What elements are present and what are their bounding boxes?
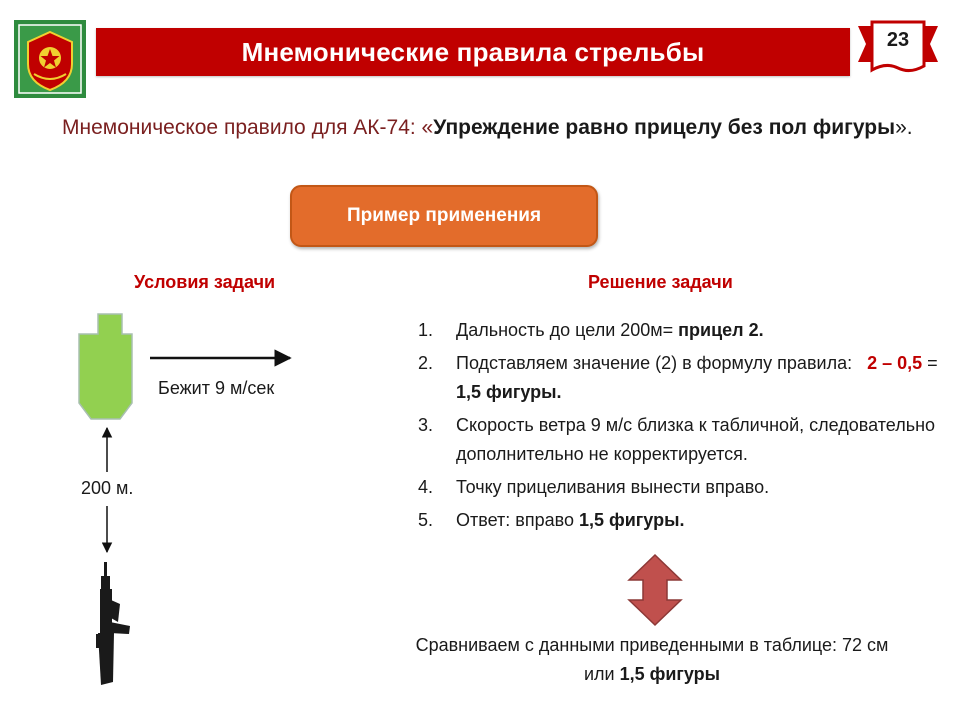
solution-steps <box>418 316 943 539</box>
step-bold: прицел 2. <box>678 320 764 340</box>
page-title: Мнемонические правила стрельбы <box>241 36 705 67</box>
step-number: 2. <box>418 353 434 373</box>
conditions-heading: Условия задачи <box>134 272 276 292</box>
example-button[interactable] <box>290 185 598 247</box>
step-number: 3. <box>418 415 434 435</box>
list-item <box>418 506 938 535</box>
distance-label: 200 м. <box>81 478 134 498</box>
solution-heading: Решение задачи <box>588 272 733 292</box>
comparison-body: Сравниваем с данными приведенными в таблице: 72 см или <box>415 635 889 684</box>
step-text: Скорость ветра 9 м/с близка к табличной, следовательно дополнительно не корректируется. <box>456 415 936 464</box>
step-bold: 1,5 фигуры. <box>456 382 562 402</box>
speed-label: Бежит 9 м/сек <box>158 378 275 398</box>
comparison-text <box>400 631 904 689</box>
list-item <box>418 349 943 407</box>
step-text: Подставляем значение (2) в формулу правила: <box>456 353 868 373</box>
list-item <box>418 473 938 502</box>
rule-text-bold: Упреждение равно прицелу без пол фигуры <box>433 116 896 139</box>
rule-prefix: Мнемоническое правило для АК-74: « <box>62 116 434 139</box>
step-text: Ответ: вправо <box>456 510 579 530</box>
mnemonic-rule <box>62 111 942 144</box>
step-number: 4. <box>418 477 434 497</box>
step-number: 1. <box>418 320 434 340</box>
rule-suffix: ». <box>895 116 913 139</box>
list-item <box>418 411 938 469</box>
step-bold: 1,5 фигуры. <box>578 510 685 530</box>
formula-value: 2 – 0,5 <box>867 353 923 373</box>
academy-emblem-icon <box>14 20 86 98</box>
double-arrow-icon <box>627 553 683 627</box>
step-text: Точку прицеливания вынести вправо. <box>456 477 770 497</box>
target-figure-icon <box>79 314 132 419</box>
page-number: 23 <box>886 29 910 51</box>
example-button-label: Пример применения <box>346 205 542 226</box>
title-bar <box>96 28 850 76</box>
task-diagram <box>0 300 330 720</box>
comparison-bold: 1,5 фигуры <box>619 664 721 684</box>
list-item <box>418 316 938 345</box>
step-text: Дальность до цели 200м= <box>456 320 679 340</box>
step-number: 5. <box>418 510 434 530</box>
step-text: = <box>922 353 943 373</box>
rifle-icon <box>96 562 130 685</box>
